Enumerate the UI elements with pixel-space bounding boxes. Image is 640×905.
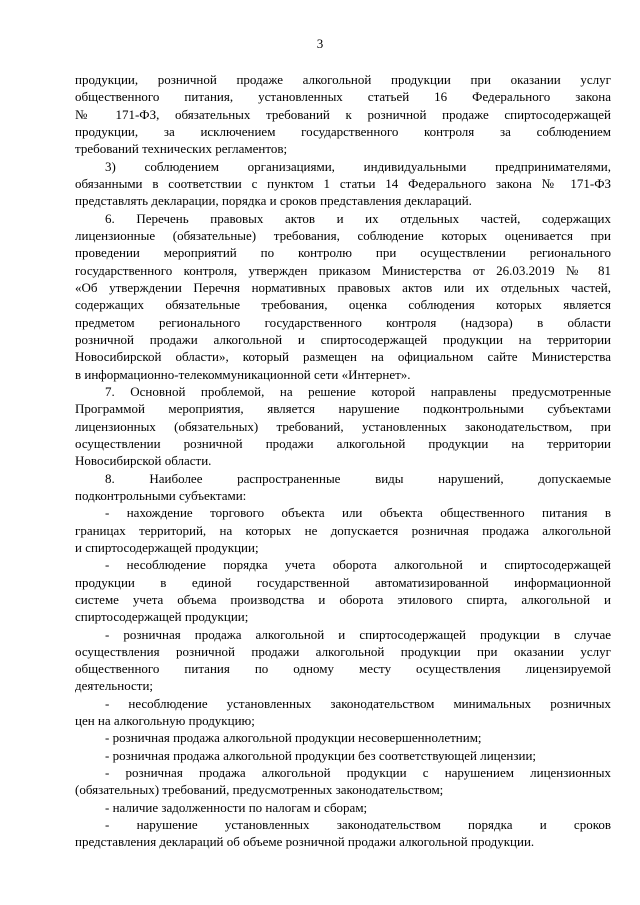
text-line: требований технических регламентов; — [75, 141, 288, 157]
text-line: 7. Основной проблемой, на решение которой направлены предусмотренные — [105, 383, 611, 399]
text-line: 6. Перечень правовых актов и их отдельных частей, содержащих — [105, 210, 611, 226]
text-line: лицензионных (обязательных) требований, установленных законодательством, при — [75, 418, 611, 434]
text-line: системе учета объема производства и оборота этилового спирта, алкогольной и — [75, 591, 611, 607]
text-line: содержащих обязательные требования, оценка соблюдения которых является — [75, 297, 611, 313]
text-line: лицензионные (обязательные) требования, соблюдение которых оценивается при — [75, 227, 611, 243]
text-line: 3) соблюдением организациями, индивидуальными предпринимателями, — [105, 158, 611, 174]
text-line: - наличие задолженности по налогам и сборам; — [105, 799, 368, 815]
text-line: розничной продажи алкогольной и спиртосодержащей продукции на территории — [75, 331, 611, 347]
text-line: продукции, розничной продаже алкогольной продукции при оказании услуг — [75, 72, 611, 87]
text-line: государственного контроля, утвержден приказом Министерства от 26.03.2019 № 81 — [75, 262, 611, 278]
text-line: - розничная продажа алкогольной продукции с нарушением лицензионных — [105, 765, 611, 781]
document-body — [75, 71, 611, 851]
text-line: «Об утверждении Перечня нормативных правовых актов или их отдельных частей, — [75, 279, 611, 295]
text-line: Программой мероприятия, является нарушение подконтрольными субъектами — [75, 401, 611, 417]
text-line: Новосибирской области», который размещен на официальном сайте Министерства — [75, 349, 611, 365]
text-line: осуществлении розничной продажи алкогольной продукции на территории — [75, 435, 611, 451]
text-line: - розничная продажа алкогольной и спиртосодержащей продукции в случае — [105, 626, 611, 642]
text-line: - розничная продажа алкогольной продукции несовершеннолетним; — [105, 730, 482, 746]
text-line: общественного питания по одному месту осуществления лицензируемой — [75, 661, 611, 677]
text-line: деятельности; — [75, 678, 154, 694]
text-line: продукции в единой государственной автоматизированной информационной — [75, 574, 611, 590]
text-line: предметом регионального государственного контроля (надзора) в области — [75, 314, 611, 330]
text-line: - нарушение установленных законодательством порядка и сроков — [105, 817, 611, 833]
text-line: (обязательных) требований, предусмотренных законодательством; — [75, 782, 444, 798]
text-line: представлять декларации, порядка и сроков представления деклараций. — [75, 193, 472, 209]
text-line: и спиртосодержащей продукции; — [75, 539, 259, 555]
text-line: цен на алкогольную продукцию; — [75, 713, 255, 729]
text-line: границах территорий, на которых не допускается розничная продажа алкогольной — [75, 522, 611, 538]
text-line: - нахождение торгового объекта или объекта общественного питания в — [105, 505, 611, 521]
text-line: в информационно-телекоммуникационной сети «Интернет». — [75, 366, 411, 382]
text-line: подконтрольными субъектами: — [75, 487, 247, 503]
text-line: - несоблюдение установленных законодательством минимальных розничных — [105, 695, 611, 711]
text-line: продукции, за исключением государственного контроля за соблюдением — [75, 123, 611, 139]
text-line: - розничная продажа алкогольной продукции без соответствующей лицензии; — [105, 747, 537, 763]
text-line: 8. Наиболее распространенные виды нарушений, допускаемые — [105, 470, 611, 486]
text-line: осуществления розничной продажи алкогольной продукции при оказании услуг — [75, 643, 611, 659]
page-number: 3 — [316, 36, 324, 51]
text-line: № 171-ФЗ, обязательных требований к розничной продаже спиртосодержащей — [75, 106, 611, 122]
text-line: представления деклараций об объеме розничной продажи алкогольной продукции. — [75, 834, 535, 850]
text-line: спиртосодержащей продукции; — [75, 609, 249, 625]
text-line: общественного питания, установленных статьей 16 Федерального закона — [75, 89, 611, 105]
text-line: обязанными в соответствии с пунктом 1 статьи 14 Федерального закона № 171-ФЗ — [75, 175, 611, 191]
text-line: - несоблюдение порядка учета оборота алкогольной и спиртосодержащей — [105, 557, 611, 573]
text-line: Новосибирской области. — [75, 453, 212, 469]
text-line: проведении мероприятий по контролю при осуществлении регионального — [75, 245, 611, 261]
